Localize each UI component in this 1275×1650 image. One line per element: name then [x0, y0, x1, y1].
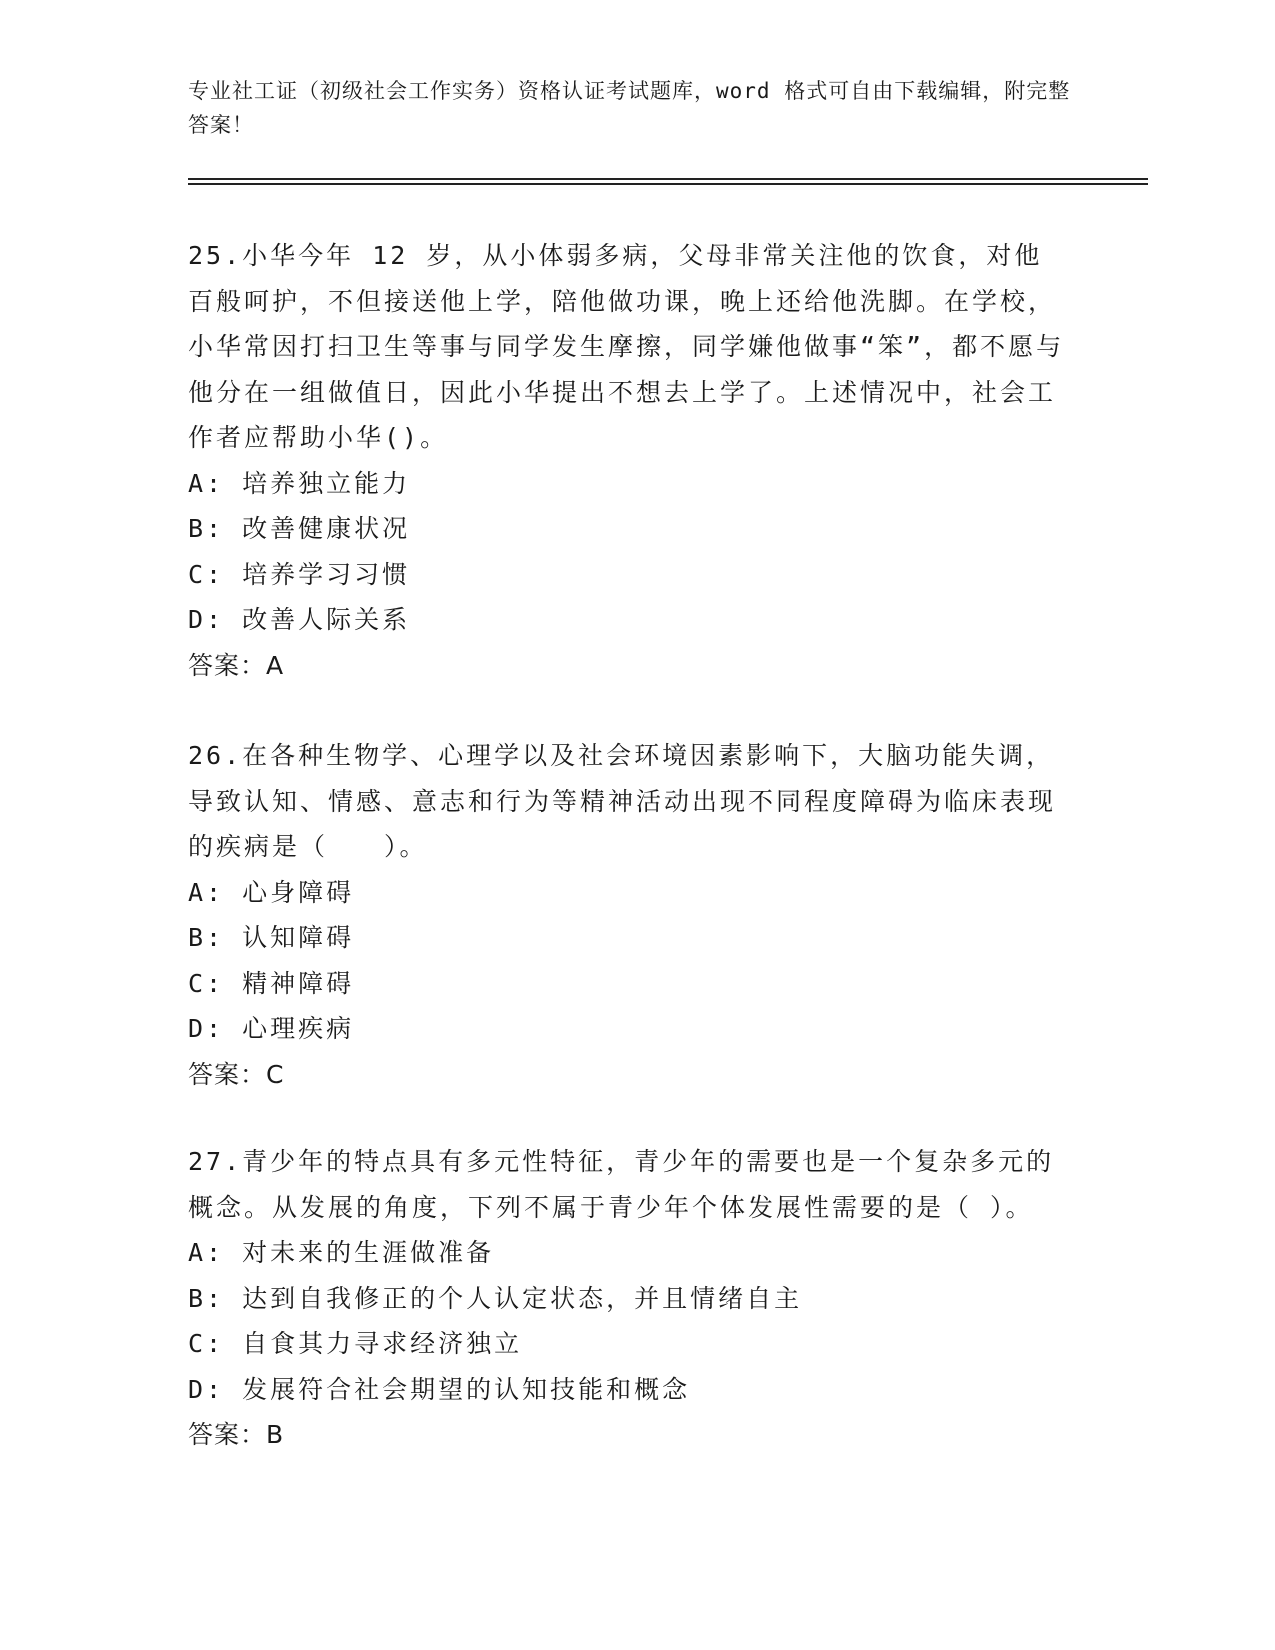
- question-27: [188, 1139, 1068, 1458]
- option-d: D: 心理疾病: [188, 1014, 355, 1043]
- option-c: C: 自食其力寻求经济独立: [188, 1329, 523, 1358]
- question-26: [188, 733, 1068, 1097]
- question-stem: 26.在各种生物学、心理学以及社会环境因素影响下，大脑功能失调，导致认知、情感、意志和行为等精神活动出现不同程度障碍为临床表现的疾病是（ ）。: [188, 741, 1057, 861]
- header-divider-top: [188, 178, 1148, 180]
- answer: 答案：C: [188, 1059, 285, 1089]
- header-divider-bottom: [188, 183, 1148, 185]
- answer: 答案：A: [188, 650, 285, 680]
- question-25: [188, 233, 1068, 688]
- option-b: B: 认知障碍: [188, 923, 355, 952]
- option-b: B: 改善健康状况: [188, 514, 411, 543]
- option-a: A: 培养独立能力: [188, 468, 411, 498]
- option-a: A: 对未来的生涯做准备: [188, 1238, 495, 1267]
- option-d: D: 改善人际关系: [188, 605, 411, 634]
- answer: 答案：B: [188, 1420, 285, 1449]
- question-stem: 25.小华今年 12 岁，从小体弱多病，父母非常关注他的饮食，对他百般呵护，不但接送他上学，陪他做功课，晚上还给他洗脚。在学校，小华常因打扫卫生等事与同学发生摩擦，同学嫌他做事“笨”，都不愿与他分在一组做值日，因此小华提出不想去上学了。上述情况中，社会工作者应帮助小华()。: [188, 241, 1065, 452]
- document-header: [188, 74, 1088, 142]
- option-b: B: 达到自我修正的个人认定状态，并且情绪自主: [188, 1283, 803, 1313]
- option-c: C: 培养学习习惯: [188, 559, 411, 589]
- header-title: 专业社工证（初级社会工作实务）资格认证考试题库，word 格式可自由下载编辑，附完整答案！: [188, 79, 1071, 137]
- option-d: D: 发展符合社会期望的认知技能和概念: [188, 1374, 691, 1404]
- option-c: C: 精神障碍: [188, 968, 355, 998]
- question-stem: 27.青少年的特点具有多元性特征，青少年的需要也是一个复杂多元的概念。从发展的角度，下列不属于青少年个体发展性需要的是（ ）。: [188, 1147, 1055, 1222]
- option-a: A: 心身障碍: [188, 877, 355, 907]
